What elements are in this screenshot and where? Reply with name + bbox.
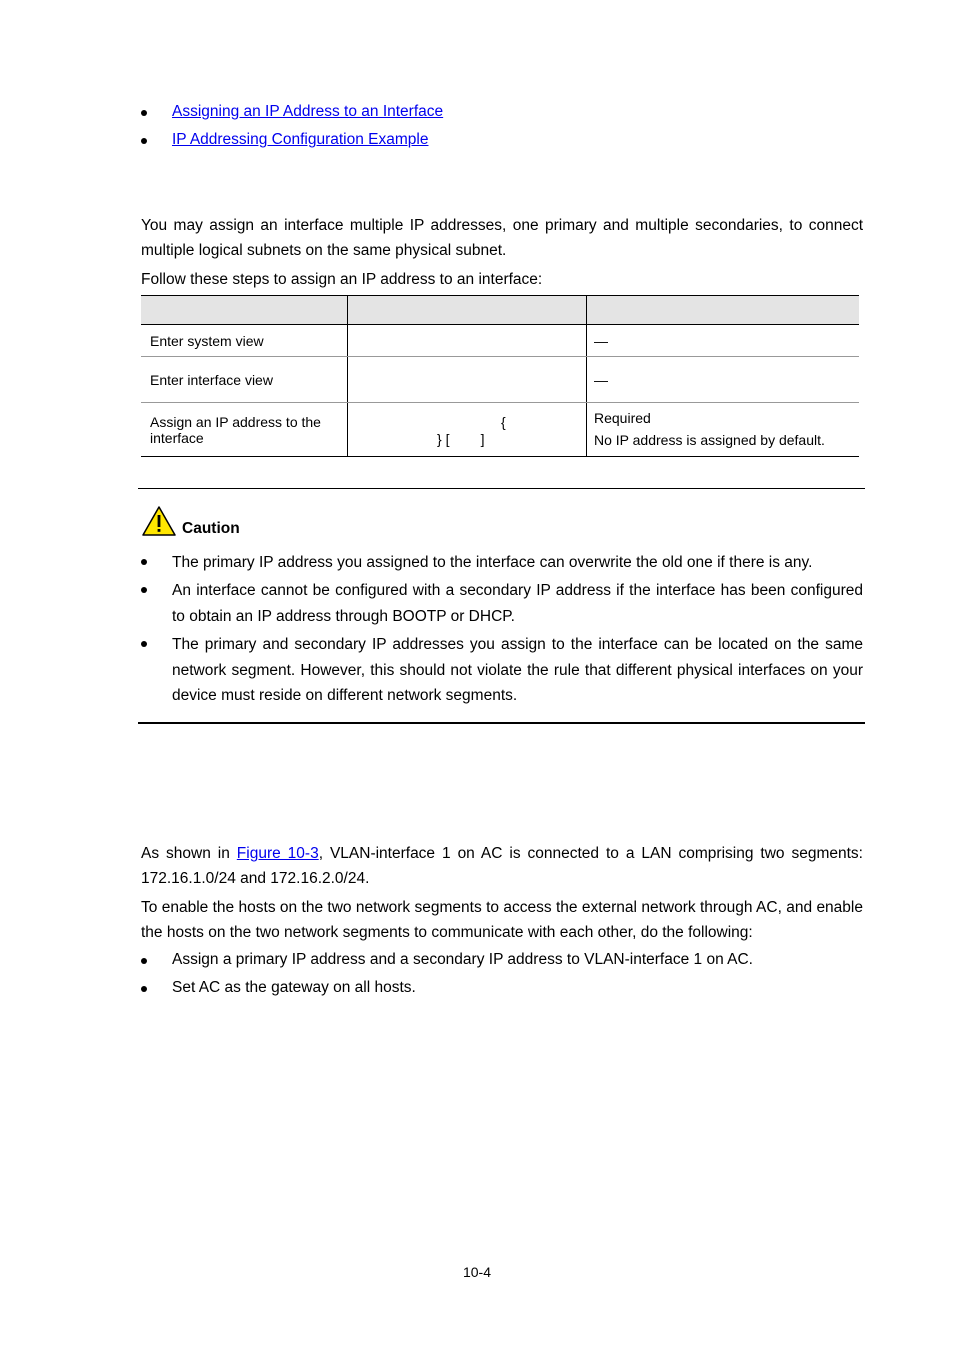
table-cell-operation: Assign an IP address to the interface [150,414,321,446]
caution-top-rule [138,488,865,489]
table-cell-operation: Enter interface view [150,372,273,388]
bullet-dot [141,559,147,565]
intro-paragraph: You may assign an interface multiple IP addresses, one primary and multiple secondaries, to connect multiple logical subnets on the same physical subnet. [141,217,863,259]
table-cell-remarks-default: No IP address is assigned by default. [594,432,825,448]
column-divider [347,295,348,457]
table-bottom-border [141,456,859,457]
example-bullet-text: Set AC as the gateway on all hosts. [172,979,416,996]
table-cell-operation: Enter system view [150,333,264,349]
example-paragraph-1 [141,841,863,891]
table-header-row [141,295,859,325]
bullet-dot [141,641,147,647]
table-cell-command-fragment: } [ ] [437,431,485,447]
caution-title: Caution [182,520,240,537]
column-divider [586,295,587,457]
example-text: , VLAN-interface 1 on AC is connected to a LAN comprising two segments: 172.16.1.0/24 and 172.16.2.0/24. [141,845,863,887]
example-paragraph-2: To enable the hosts on the two network segments to access the external network through AC, and enable the hosts on the two network segments to communicate with each other, do the following: [141,899,863,941]
table-cell-remarks: — [594,372,608,388]
warning-triangle-icon [141,505,177,537]
link-ip-addressing-example[interactable]: IP Addressing Configuration Example [172,131,429,148]
bullet-dot [141,110,147,116]
link-assigning-ip-address[interactable]: Assigning an IP Address to an Interface [172,103,444,120]
example-text: As shown in [141,845,237,862]
row-divider [141,356,859,357]
caution-item-text: The primary IP address you assigned to the interface can overwrite the old one if there is any. [172,554,813,571]
page-number: 10-4 [462,1264,492,1280]
config-steps-table [141,295,859,457]
example-bullet-text: Assign a primary IP address and a secondary IP address to VLAN-interface 1 on AC. [172,951,753,968]
caution-bottom-rule [138,722,865,724]
bullet-dot [141,958,147,964]
caution-item-text: The primary and secondary IP addresses you assign to the interface can be located on the same network segment. However, this should not violate the rule that different physical interfaces on your device must reside on different network segments. [172,636,863,704]
link-figure-10-3[interactable]: Figure 10-3 [236,845,319,862]
table-cell-command-fragment: { [501,414,506,430]
bullet-dot [141,138,147,144]
bullet-dot [141,986,147,992]
table-cell-remarks: — [594,333,608,349]
bullet-dot [141,587,147,593]
steps-lead-text: Follow these steps to assign an IP address to an interface: [141,271,543,288]
table-cell-remarks-required: Required [594,410,651,426]
caution-item-text: An interface cannot be configured with a secondary IP address if the interface has been configured to obtain an IP address through BOOTP or DHCP. [172,582,863,625]
row-divider [141,402,859,403]
